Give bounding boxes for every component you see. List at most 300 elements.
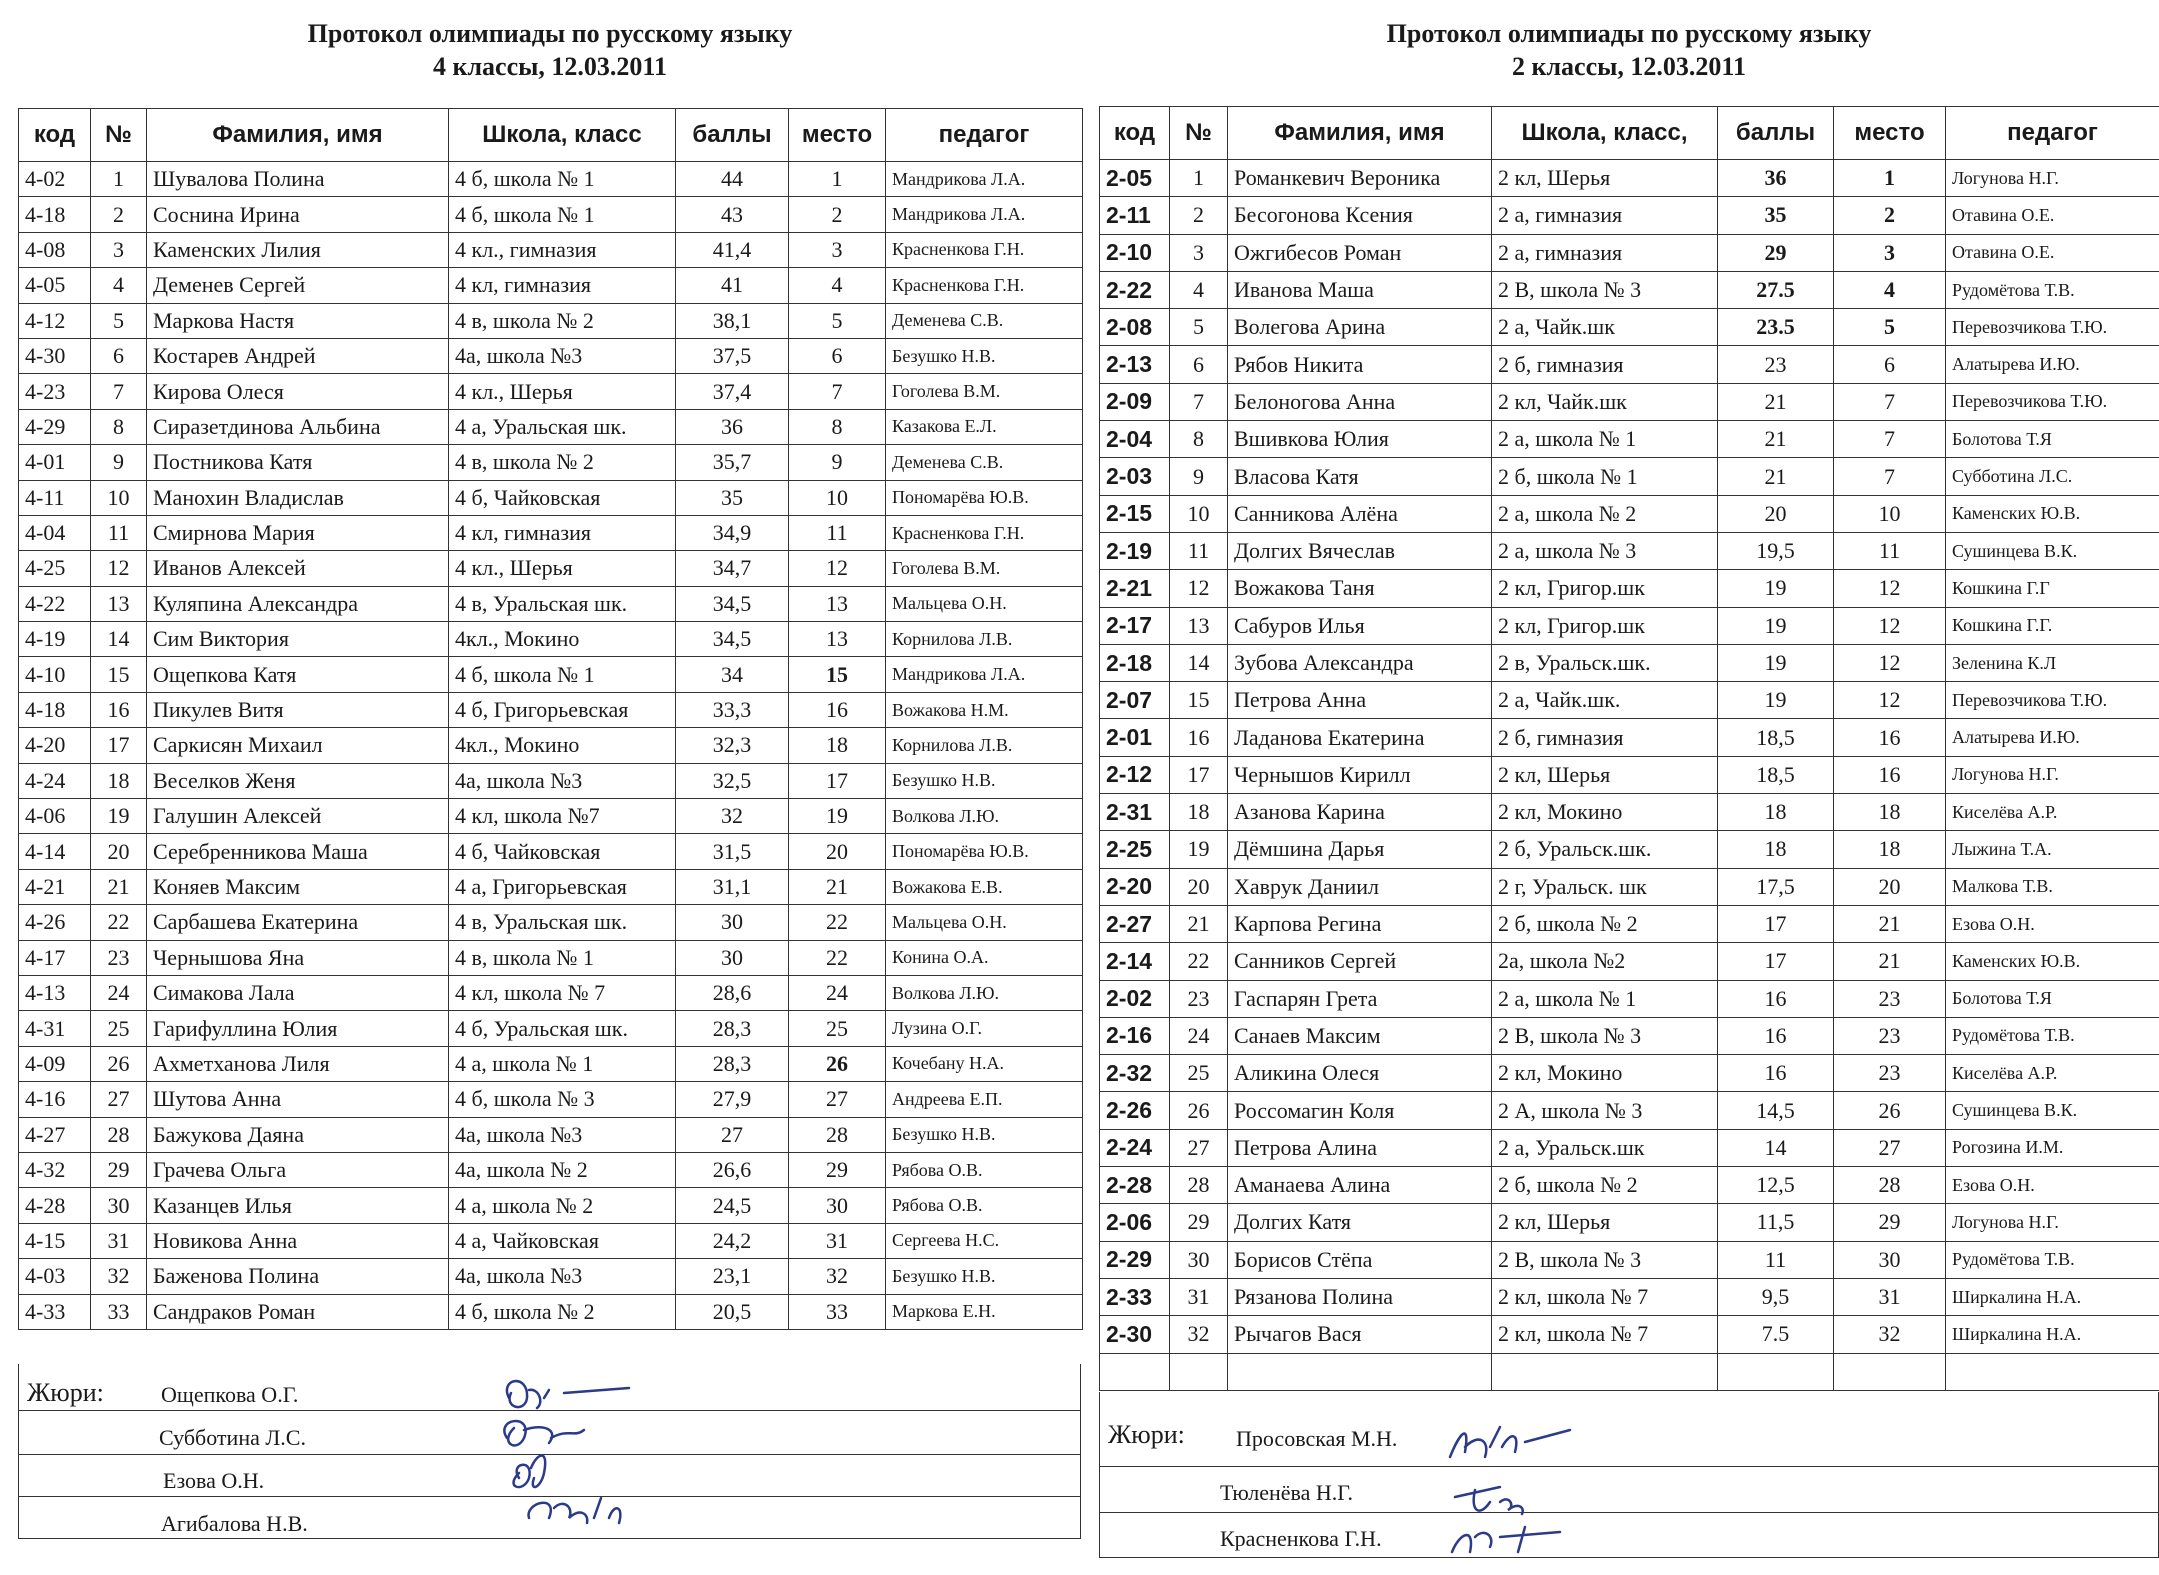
cell-name: Баженова Полина	[147, 1259, 449, 1294]
cell-place: 21	[1834, 943, 1946, 980]
cell-code: 4-24	[19, 763, 91, 798]
table-row	[19, 197, 1083, 232]
cell-num: 24	[91, 975, 147, 1010]
results-table	[18, 108, 1083, 1330]
cell-num: 15	[1170, 682, 1228, 719]
cell-name: Белоногова Анна	[1228, 383, 1492, 420]
cell-place: 9	[789, 445, 886, 480]
cell-teacher: Рябова О.В.	[886, 1188, 1083, 1223]
cell-code: 4-19	[19, 622, 91, 657]
cell-num: 3	[1170, 234, 1228, 271]
cell-num: 4	[91, 268, 147, 303]
cell-school: 2 а, Чайк.шк.	[1492, 682, 1718, 719]
table-row	[1100, 1129, 2159, 1166]
cell-code: 4-18	[19, 197, 91, 232]
table-row	[19, 515, 1083, 550]
cell-score: 35	[676, 480, 789, 515]
cell-place: 32	[789, 1259, 886, 1294]
cell-school: 4 б, Чайковская	[449, 480, 676, 515]
cell-school: 4 б, Чайковская	[449, 834, 676, 869]
cell-code: 4-11	[19, 480, 91, 515]
cell-code: 4-01	[19, 445, 91, 480]
cell-school: 2 а, Уральск.шк	[1492, 1129, 1718, 1166]
cell-score: 18	[1718, 794, 1834, 831]
table-row	[19, 1117, 1083, 1152]
header-score: баллы	[676, 109, 789, 162]
cell-code: 2-04	[1100, 421, 1170, 458]
cell-teacher: Рудомётова Т.В.	[1946, 1241, 2159, 1278]
cell-code: 4-04	[19, 515, 91, 550]
cell-teacher: Волкова Л.Ю.	[886, 799, 1083, 834]
table-row	[19, 905, 1083, 940]
table-row	[1100, 868, 2159, 905]
header-teacher: педагог	[886, 109, 1083, 162]
cell-school	[1492, 1353, 1718, 1390]
cell-place: 17	[789, 763, 886, 798]
cell-teacher: Мандрикова Л.А.	[886, 197, 1083, 232]
table-row	[19, 728, 1083, 763]
cell-school: 4 б, школа № 2	[449, 1294, 676, 1329]
cell-num: 6	[1170, 346, 1228, 383]
cell-num: 5	[91, 303, 147, 338]
cell-teacher: Субботина Л.С.	[1946, 458, 2159, 495]
table-row	[1100, 234, 2159, 271]
cell-school: 4 кл, школа № 7	[449, 975, 676, 1010]
cell-name: Санникова Алёна	[1228, 495, 1492, 532]
cell-score: 17	[1718, 943, 1834, 980]
table-row	[19, 940, 1083, 975]
cell-place: 12	[1834, 644, 1946, 681]
jury-member: Субботина Л.С.	[159, 1425, 306, 1450]
cell-num: 5	[1170, 309, 1228, 346]
cell-teacher: Перевозчикова Т.Ю.	[1946, 383, 2159, 420]
table-header-row	[1100, 107, 2159, 160]
cell-code: 4-08	[19, 232, 91, 267]
cell-score: 16	[1718, 1055, 1834, 1092]
cell-school: 2 б, школа № 2	[1492, 905, 1718, 942]
cell-num: 6	[91, 338, 147, 373]
cell-place: 12	[789, 551, 886, 586]
cell-code: 2-05	[1100, 160, 1170, 197]
jury-label: Жюри:	[1108, 1420, 1185, 1449]
cell-name: Сарбашева Екатерина	[147, 905, 449, 940]
cell-place: 20	[789, 834, 886, 869]
cell-code: 2-01	[1100, 719, 1170, 756]
cell-code: 4-23	[19, 374, 91, 409]
cell-teacher: Отавина О.Е.	[1946, 197, 2159, 234]
cell-code: 2-09	[1100, 383, 1170, 420]
cell-code: 2-15	[1100, 495, 1170, 532]
table-row	[1100, 682, 2159, 719]
cell-score: 28,3	[676, 1011, 789, 1046]
cell-place: 31	[789, 1223, 886, 1258]
cell-code: 4-27	[19, 1117, 91, 1152]
cell-teacher: Мандрикова Л.А.	[886, 162, 1083, 197]
cell-code: 4-31	[19, 1011, 91, 1046]
cell-code: 4-20	[19, 728, 91, 763]
cell-place: 16	[789, 692, 886, 727]
cell-place: 23	[1834, 1055, 1946, 1092]
cell-place: 22	[789, 940, 886, 975]
cell-name: Ощепкова Катя	[147, 657, 449, 692]
cell-num: 7	[1170, 383, 1228, 420]
cell-num: 17	[1170, 756, 1228, 793]
cell-score: 34,5	[676, 586, 789, 621]
cell-score: 16	[1718, 1017, 1834, 1054]
table-row	[1100, 1278, 2159, 1315]
table-row	[1100, 607, 2159, 644]
cell-teacher: Деменева С.В.	[886, 445, 1083, 480]
table-row	[1100, 980, 2159, 1017]
cell-school: 4 б, Уральская шк.	[449, 1011, 676, 1046]
cell-school: 4 а, Григорьевская	[449, 869, 676, 904]
cell-name: Бесогонова Ксения	[1228, 197, 1492, 234]
cell-code: 2-25	[1100, 831, 1170, 868]
jury-label: Жюри:	[27, 1378, 104, 1407]
cell-num: 15	[91, 657, 147, 692]
cell-num: 10	[1170, 495, 1228, 532]
cell-teacher: Логунова Н.Г.	[1946, 160, 2159, 197]
table-row	[1100, 1353, 2159, 1390]
cell-num: 14	[91, 622, 147, 657]
table-row	[19, 622, 1083, 657]
cell-school: 4 б, школа № 1	[449, 197, 676, 232]
cell-place: 3	[789, 232, 886, 267]
cell-school: 4кл., Мокино	[449, 728, 676, 763]
cell-name: Рычагов Вася	[1228, 1316, 1492, 1353]
cell-school: 2 кл, Мокино	[1492, 1055, 1718, 1092]
table-row	[19, 1188, 1083, 1223]
cell-school: 2 кл, Шерья	[1492, 1204, 1718, 1241]
cell-num: 19	[1170, 831, 1228, 868]
cell-code: 4-30	[19, 338, 91, 373]
cell-school: 2 кл, школа № 7	[1492, 1278, 1718, 1315]
cell-score: 12,5	[1718, 1167, 1834, 1204]
cell-teacher: Лузина О.Г.	[886, 1011, 1083, 1046]
cell-score: 17	[1718, 905, 1834, 942]
cell-name: Сандраков Роман	[147, 1294, 449, 1329]
cell-school: 4 кл., гимназия	[449, 232, 676, 267]
cell-name: Симакова Лала	[147, 975, 449, 1010]
cell-score	[1718, 1353, 1834, 1390]
cell-code: 4-16	[19, 1082, 91, 1117]
cell-place: 6	[789, 338, 886, 373]
cell-score: 26,6	[676, 1152, 789, 1187]
cell-num: 16	[91, 692, 147, 727]
cell-name: Сим Виктория	[147, 622, 449, 657]
cell-num: 2	[91, 197, 147, 232]
table-row	[1100, 1204, 2159, 1241]
cell-place: 1	[1834, 160, 1946, 197]
cell-place: 33	[789, 1294, 886, 1329]
header-code: код	[1100, 107, 1170, 160]
cell-score: 30	[676, 940, 789, 975]
cell-code: 2-27	[1100, 905, 1170, 942]
cell-teacher: Казакова Е.Л.	[886, 409, 1083, 444]
cell-score: 30	[676, 905, 789, 940]
table-row	[1100, 644, 2159, 681]
cell-school: 4 а, школа № 1	[449, 1046, 676, 1081]
cell-name: Соснина Ирина	[147, 197, 449, 232]
table-header-row	[19, 109, 1083, 162]
header-place: место	[1834, 107, 1946, 160]
cell-code: 4-32	[19, 1152, 91, 1187]
table-row	[1100, 1017, 2159, 1054]
table-row	[1100, 458, 2159, 495]
cell-score: 43	[676, 197, 789, 232]
header-name: Фамилия, имя	[147, 109, 449, 162]
cell-score: 34	[676, 657, 789, 692]
cell-code: 2-33	[1100, 1278, 1170, 1315]
cell-place: 7	[789, 374, 886, 409]
table-row	[1100, 309, 2159, 346]
table-row	[1100, 719, 2159, 756]
cell-school: 2 кл, Шерья	[1492, 756, 1718, 793]
cell-num: 8	[91, 409, 147, 444]
cell-code: 2-02	[1100, 980, 1170, 1017]
cell-teacher: Конина О.А.	[886, 940, 1083, 975]
cell-score: 21	[1718, 458, 1834, 495]
cell-teacher: Андреева Е.П.	[886, 1082, 1083, 1117]
cell-school: 2 а, гимназия	[1492, 197, 1718, 234]
cell-school: 2 а, школа № 2	[1492, 495, 1718, 532]
cell-teacher: Корнилова Л.В.	[886, 622, 1083, 657]
cell-place: 12	[1834, 570, 1946, 607]
cell-school: 4а, школа №3	[449, 763, 676, 798]
cell-code: 2-22	[1100, 271, 1170, 308]
cell-school: 2 кл, Чайк.шк	[1492, 383, 1718, 420]
cell-score: 19	[1718, 570, 1834, 607]
cell-place: 3	[1834, 234, 1946, 271]
cell-teacher: Лыжина Т.А.	[1946, 831, 2159, 868]
cell-num: 14	[1170, 644, 1228, 681]
cell-school: 4кл., Мокино	[449, 622, 676, 657]
table-row	[19, 268, 1083, 303]
cell-teacher: Логунова Н.Г.	[1946, 1204, 2159, 1241]
cell-school: 4 в, школа № 2	[449, 445, 676, 480]
cell-name: Ахметханова Лиля	[147, 1046, 449, 1081]
cell-name: Шувалова Полина	[147, 162, 449, 197]
cell-place: 19	[789, 799, 886, 834]
cell-school: 2 б, школа № 2	[1492, 1167, 1718, 1204]
cell-code: 2-03	[1100, 458, 1170, 495]
cell-code: 2-19	[1100, 532, 1170, 569]
cell-code: 4-15	[19, 1223, 91, 1258]
cell-name: Деменев Сергей	[147, 268, 449, 303]
cell-teacher: Мальцева О.Н.	[886, 905, 1083, 940]
cell-place: 23	[1834, 1017, 1946, 1054]
cell-num: 32	[91, 1259, 147, 1294]
cell-num: 23	[1170, 980, 1228, 1017]
cell-score: 23	[1718, 346, 1834, 383]
cell-teacher: Рябова О.В.	[886, 1152, 1083, 1187]
cell-name: Рязанова Полина	[1228, 1278, 1492, 1315]
protocol-title: Протокол олимпиады по русскому языку	[1386, 19, 1872, 48]
cell-name: Галушин Алексей	[147, 799, 449, 834]
table-row	[19, 1294, 1083, 1329]
table-row	[19, 1011, 1083, 1046]
cell-place: 12	[1834, 607, 1946, 644]
cell-teacher: Пономарёва Ю.В.	[886, 480, 1083, 515]
cell-name: Власова Катя	[1228, 458, 1492, 495]
table-row	[19, 1223, 1083, 1258]
cell-num: 9	[1170, 458, 1228, 495]
cell-school: 4а, школа №3	[449, 338, 676, 373]
cell-score: 9,5	[1718, 1278, 1834, 1315]
cell-school: 2 б, школа № 1	[1492, 458, 1718, 495]
cell-name: Борисов Стёпа	[1228, 1241, 1492, 1278]
cell-num: 17	[91, 728, 147, 763]
table-row	[1100, 943, 2159, 980]
cell-name: Смирнова Мария	[147, 515, 449, 550]
cell-place: 4	[1834, 271, 1946, 308]
cell-school: 4 кл, гимназия	[449, 268, 676, 303]
cell-score: 32,5	[676, 763, 789, 798]
cell-code: 2-18	[1100, 644, 1170, 681]
cell-place: 5	[789, 303, 886, 338]
cell-code: 4-10	[19, 657, 91, 692]
table-row	[19, 480, 1083, 515]
cell-place: 23	[1834, 980, 1946, 1017]
cell-teacher: Рудомётова Т.В.	[1946, 1017, 2159, 1054]
cell-score: 31,1	[676, 869, 789, 904]
table-row	[19, 1082, 1083, 1117]
cell-place: 27	[789, 1082, 886, 1117]
jury-member: Агибалова Н.В.	[161, 1511, 308, 1536]
cell-score: 32	[676, 799, 789, 834]
cell-score: 24,2	[676, 1223, 789, 1258]
cell-school: 2 В, школа № 3	[1492, 271, 1718, 308]
cell-num: 31	[91, 1223, 147, 1258]
cell-place: 16	[1834, 719, 1946, 756]
cell-num: 12	[91, 551, 147, 586]
cell-score: 16	[1718, 980, 1834, 1017]
cell-num: 9	[91, 445, 147, 480]
cell-school: 4 кл., Шерья	[449, 374, 676, 409]
cell-name: Ожгибесов Роман	[1228, 234, 1492, 271]
cell-name: Санников Сергей	[1228, 943, 1492, 980]
cell-teacher: Гоголева В.М.	[886, 374, 1083, 409]
cell-school: 4 кл., Шерья	[449, 551, 676, 586]
table-row	[19, 1046, 1083, 1081]
cell-teacher: Вожакова Н.М.	[886, 692, 1083, 727]
cell-name: Грачева Ольга	[147, 1152, 449, 1187]
cell-place: 26	[789, 1046, 886, 1081]
cell-name: Волегова Арина	[1228, 309, 1492, 346]
cell-name: Сиразетдинова Альбина	[147, 409, 449, 444]
cell-school: 2 а, школа № 3	[1492, 532, 1718, 569]
cell-teacher: Болотова Т.Я	[1946, 980, 2159, 1017]
cell-school: 4 б, школа № 3	[449, 1082, 676, 1117]
jury-signatures	[489, 1368, 709, 1538]
cell-score: 37,4	[676, 374, 789, 409]
cell-school: 2 В, школа № 3	[1492, 1241, 1718, 1278]
cell-code: 4-22	[19, 586, 91, 621]
table-row	[19, 445, 1083, 480]
cell-code: 2-06	[1100, 1204, 1170, 1241]
cell-school: 4 в, школа № 2	[449, 303, 676, 338]
cell-teacher: Езова О.Н.	[1946, 1167, 2159, 1204]
cell-school: 2 а, школа № 1	[1492, 421, 1718, 458]
cell-score: 35	[1718, 197, 1834, 234]
cell-place: 27	[1834, 1129, 1946, 1166]
cell-name: Веселков Женя	[147, 763, 449, 798]
cell-score: 35,7	[676, 445, 789, 480]
cell-place: 31	[1834, 1278, 1946, 1315]
jury-block	[1099, 1392, 2159, 1558]
cell-num: 26	[1170, 1092, 1228, 1129]
cell-teacher: Киселёва А.Р.	[1946, 794, 2159, 831]
cell-teacher: Малкова Т.В.	[1946, 868, 2159, 905]
cell-name: Костарев Андрей	[147, 338, 449, 373]
cell-num: 26	[91, 1046, 147, 1081]
cell-teacher: Мальцева О.Н.	[886, 586, 1083, 621]
cell-place: 12	[1834, 682, 1946, 719]
table-row	[1100, 346, 2159, 383]
cell-school: 4 а, Уральская шк.	[449, 409, 676, 444]
cell-num: 13	[1170, 607, 1228, 644]
table-row	[1100, 495, 2159, 532]
cell-score: 31,5	[676, 834, 789, 869]
cell-code: 2-08	[1100, 309, 1170, 346]
cell-score: 20	[1718, 495, 1834, 532]
cell-name: Гаспарян Грета	[1228, 980, 1492, 1017]
cell-code: 4-21	[19, 869, 91, 904]
cell-num: 20	[91, 834, 147, 869]
cell-place: 18	[789, 728, 886, 763]
table-row	[1100, 905, 2159, 942]
cell-place: 5	[1834, 309, 1946, 346]
header-num: №	[91, 109, 147, 162]
cell-place: 29	[789, 1152, 886, 1187]
cell-school: 4 кл, школа №7	[449, 799, 676, 834]
cell-num: 1	[1170, 160, 1228, 197]
cell-name: Постникова Катя	[147, 445, 449, 480]
cell-school: 4 в, школа № 1	[449, 940, 676, 975]
cell-teacher: Зеленина К.Л	[1946, 644, 2159, 681]
cell-place: 8	[789, 409, 886, 444]
cell-teacher: Кошкина Г.Г	[1946, 570, 2159, 607]
cell-num: 32	[1170, 1316, 1228, 1353]
cell-teacher: Волкова Л.Ю.	[886, 975, 1083, 1010]
cell-place: 7	[1834, 458, 1946, 495]
cell-name: Азанова Карина	[1228, 794, 1492, 831]
cell-school: 4 а, школа № 2	[449, 1188, 676, 1223]
cell-score: 27.5	[1718, 271, 1834, 308]
cell-teacher: Красненкова Г.Н.	[886, 515, 1083, 550]
cell-place: 1	[789, 162, 886, 197]
cell-teacher: Кошкина Г.Г.	[1946, 607, 2159, 644]
jury-member: Езова О.Н.	[163, 1468, 265, 1493]
header-teacher: педагог	[1946, 107, 2159, 160]
cell-teacher	[1946, 1353, 2159, 1390]
cell-school: 4а, школа №3	[449, 1117, 676, 1152]
cell-place: 21	[1834, 905, 1946, 942]
cell-num: 25	[1170, 1055, 1228, 1092]
cell-place: 7	[1834, 421, 1946, 458]
cell-num: 16	[1170, 719, 1228, 756]
cell-teacher: Красненкова Г.Н.	[886, 232, 1083, 267]
table-row	[19, 763, 1083, 798]
cell-place	[1834, 1353, 1946, 1390]
cell-score: 23.5	[1718, 309, 1834, 346]
cell-score: 18,5	[1718, 719, 1834, 756]
cell-place: 4	[789, 268, 886, 303]
cell-name: Каменских Лилия	[147, 232, 449, 267]
cell-num: 31	[1170, 1278, 1228, 1315]
cell-num: 28	[1170, 1167, 1228, 1204]
cell-teacher: Безушко Н.В.	[886, 763, 1083, 798]
